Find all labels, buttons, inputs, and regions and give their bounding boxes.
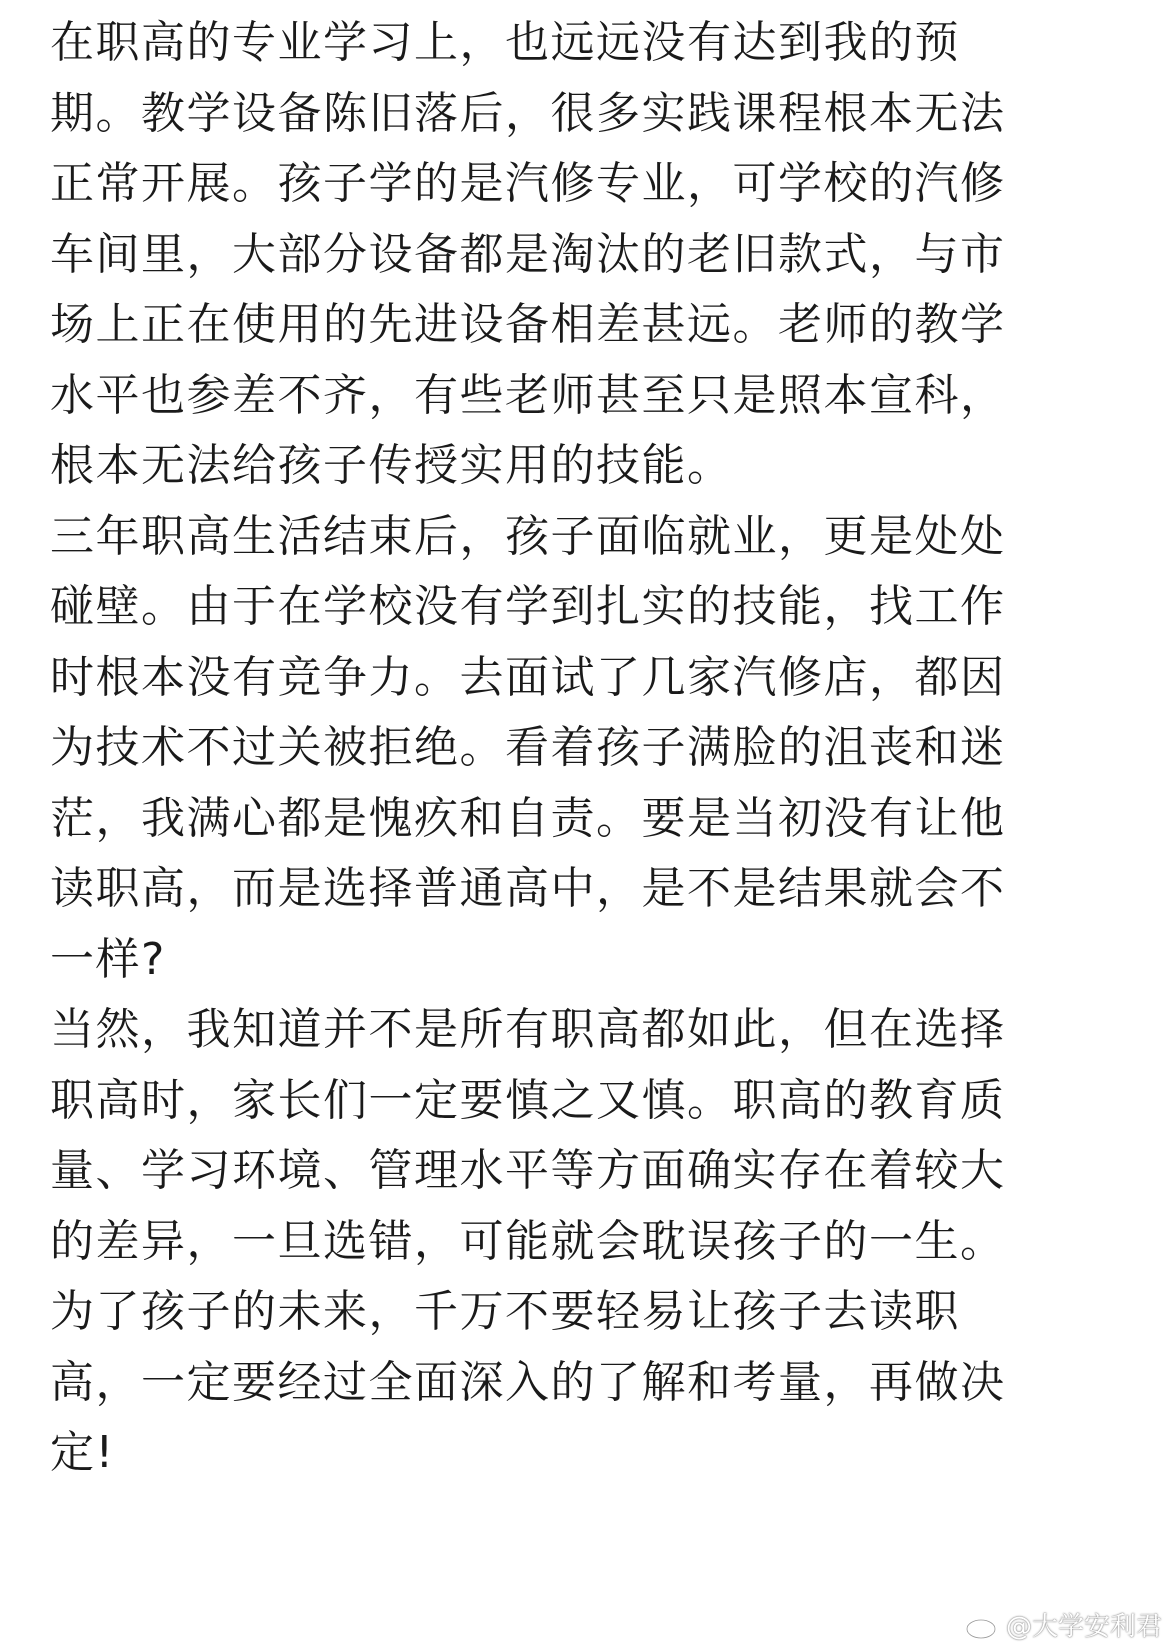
text-line: 当然，我知道并不是所有职高都如此，但在选择 [50, 1004, 1006, 1055]
text-line: 碰壁。由于在学校没有学到扎实的技能，找工作 [50, 581, 1006, 632]
weibo-watermark [964, 1606, 1162, 1643]
watermark-text: @大学安利君 [1005, 1612, 1162, 1642]
text-line: 茫，我满心都是愧疚和自责。要是当初没有让他 [50, 792, 1006, 844]
text-line: 定! [50, 1427, 115, 1478]
weibo-icon [964, 1609, 1004, 1641]
text-line: 场上正在使用的先进设备相差甚远。老师的教学 [50, 299, 1006, 350]
text-line: 量、学习环境、管理水平等方面确实存在着较大 [50, 1145, 1006, 1196]
text-line: 根本无法给孩子传授实用的技能。 [50, 440, 733, 491]
text-line: 三年职高生活结束后，孩子面临就业，更是处处 [50, 510, 1006, 562]
text-line: 的差异，一旦选错，可能就会耽误孩子的一生。 [50, 1215, 1006, 1267]
text-line: 职高时，家长们一定要慎之又慎。职高的教育质 [50, 1074, 1006, 1126]
text-line: 为技术不过关被拒绝。看着孩子满脸的沮丧和迷 [50, 722, 1006, 773]
text-line: 在职高的专业学习上，也远远没有达到我的预 [50, 17, 960, 68]
paragraph-3 [50, 995, 1150, 1489]
text-line: 一样? [50, 933, 166, 985]
text-line: 高，一定要经过全面深入的了解和考量，再做决 [50, 1356, 1006, 1408]
text-line: 水平也参差不齐，有些老师甚至只是照本宣科， [50, 369, 1006, 421]
text-line: 期。教学设备陈旧落后，很多实践课程根本无法 [50, 87, 1006, 139]
text-line: 为了孩子的未来，千万不要轻易让孩子去读职 [50, 1286, 960, 1337]
article-body [50, 8, 1150, 1489]
text-line: 车间里，大部分设备都是淘汰的老旧款式，与市 [50, 228, 1006, 280]
text-line: 正常开展。孩子学的是汽修专业，可学校的汽修 [50, 158, 1006, 209]
paragraph-2 [50, 502, 1150, 996]
text-line: 读职高，而是选择普通高中，是不是结果就会不 [50, 863, 1006, 914]
paragraph-1 [50, 8, 1150, 502]
text-line: 时根本没有竞争力。去面试了几家汽修店，都因 [50, 651, 1006, 703]
